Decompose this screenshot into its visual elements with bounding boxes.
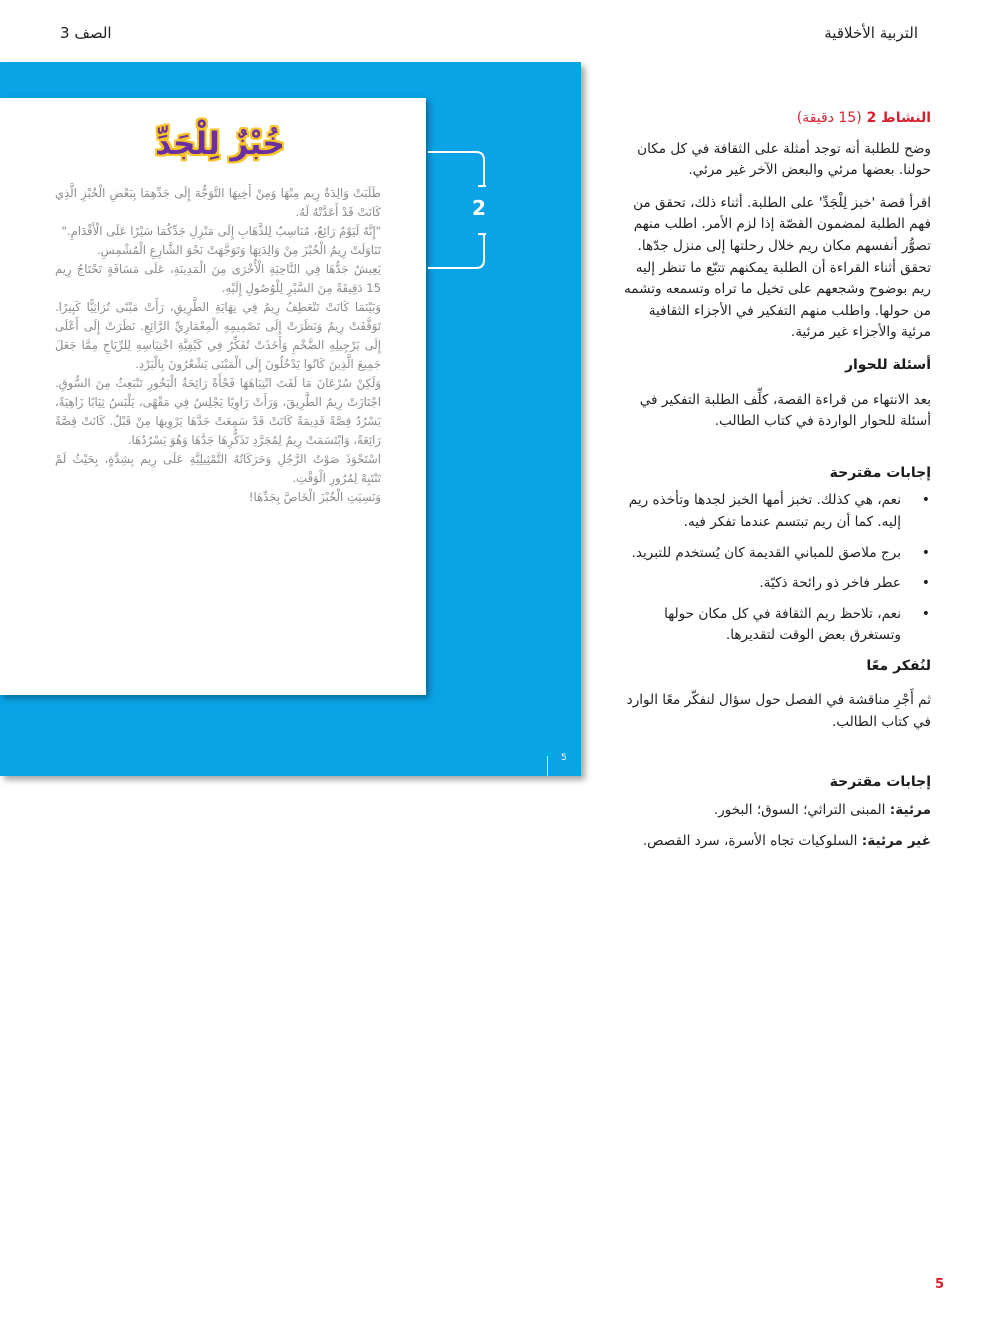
story-paragraph: وَبَيْنَمَا كَانَتْ تَنْعَطِفُ رِيمُ فِي نِهَايَةِ الطَّرِيقِ، رَأَتْ مَبْنًى تُرَاثِيًّا كَبِيرًا. تَوَقَّفَتْ رِيمُ وَنَظَرَتْ إِلَى تَصْمِيمِهِ الْمِعْمَارِيِّ الرَّائِعِ. نَظَرَتْ إِلَى أَعْلَى إِلَى بَرْجِيلِهِ الضَّخْمِ وَأَخَذَتْ تُفَكِّرُ فِي كَيْفِيَّةِ اخْتِبَاسِهِ لِلرِّيَاحِ مِمَّا جَعَلَ جَمِيعَ الَّذِينَ كَانُوا يَدْخُلُونَ إِلَى الْمَبْنَى يَشْعُرُونَ بِالْبَرْدِ. [55,300,381,371]
answers-heading: إجابات مقترحة [829,464,931,481]
visible-answer [619,800,931,822]
activity-time: (15 دقيقة) [796,110,862,126]
visible-label: مرئية: [889,802,931,819]
story-paragraph: "إِنَّهُ لَيَوْمٌ رَائِعٌ، مُنَاسِبٌ لِلذَّهَابِ إِلَى مَنْزِلِ جَدِّكُمَا سَيْرًا عَلَى الْأَقْدَامِ." [61,224,381,238]
teacher-notes [619,108,931,852]
story-paragraph: وَنَسِيَتِ الْخُبْزَ الْخَاصَّ بِجَدِّهَا! [248,490,381,504]
think-heading: لنُفكر معًا [866,657,931,674]
activity-title: النشاط 2 [866,110,931,126]
book-page-divider [547,756,548,776]
story-paragraph: اسْتَحْوَذَ صَوْتُ الرَّجُلِ وَحَرَكَاتُهُ التَّمْثِيلِيَّةِ عَلَى رِيم بِشِدَّةٍ، بِحَيْثُ لَمْ تَنْتَبِهْ لِمُرُورِ الْوَقْتِ. [55,452,381,485]
header-grade: الصف 3 [60,24,112,42]
story-title: خُبْزٌ لِلْجَدِّ [155,126,285,162]
intro-paragraph: وضح للطلبة أنه توجد أمثلة على الثقافة في كل مكان حولنا. بعضها مرئي والبعض الآخر غير مرئي. [637,140,931,179]
answers-heading-2: إجابات مقترحة [829,773,931,790]
story-body [55,184,381,507]
story-paragraph: وَلَكِنْ سُرْعَانَ مَا لَفَتَ انْتِبَاهَهَا فَجْأَةً رَائِحَةُ الْبَخُورِ تَنْبَعِثُ مِنَ السُّوقِ. اجْتَازَتْ رِيمُ الطَّرِيقَ، وَرَأَتْ رَاوِيًا يَجْلِسُ فِي مَقْهًى، يَلْبَسُ ثِيَابًا زَاهِيَةً، يَسْرُدُ قِصَّةً قَدِيمَةً كَانَتْ قَدْ سَمِعَتْ جَدَّهَا يَرْوِيهَا مِنْ قَبْلُ. كَانَتْ قِصَّةً رَائِعَةً، وَابْتَسَمَتْ رِيمُ لِمُجَرَّدِ تَذَكُّرِهَا جَدَّهَا وَهُوَ يَسْرُدُهَا. [55,376,381,447]
book-page-number: 5 [561,753,567,763]
dialogue-heading: أسئلة للحوار [844,356,931,373]
header-subject: التربية الأخلاقية [824,24,918,42]
think-text: ثم أَجْرِ مناقشة في الفصل حول سؤال لنفكّر معًا الوارد في كتاب الطالب. [626,692,931,731]
answers-list [619,490,931,647]
activity-heading [619,108,931,130]
dialogue-text: بعد الانتهاء من قراءة القصة، كلِّف الطلبة التفكير في أسئلة للحوار الواردة في كتاب الطالب. [639,391,931,430]
reading-instructions: اقرأ قصة 'خبز لِلْجَدِّ' على الطلبة. أثناء ذلك، تحقق من فهم الطلبة لمضمون القصّة إذا لزم الأمر. اطلب منهم تصوُّر أنفسهم مكان ريم خلال رحلتها إلى منزل جدّها. تحقق أثناء القراءة أن الطلبة يمكنهم تتبّع ما تنظر إليه ريم بوضوح وشجعهم على تخيل ما تراه وتسمعه وتشمه من حولها. واطلب منهم التفكير في الأجزاء الثقافية مرئية والأجزاء غير مرئية. [623,194,931,341]
invisible-label: غير مرئية: [861,832,931,849]
list-item: • نعم، تلاحظ ريم الثقافة في كل مكان حولها وتستغرق بعض الوقت لتقديرها. [619,604,901,647]
list-item: • عطر فاخر ذو رائحة ذكيّة. [619,573,901,595]
activity-number: 2 [472,196,486,220]
list-item: • برج ملاصق للمباني القديمة كان يُستخدم للتبريد. [619,543,901,565]
page-number: 5 [934,1277,944,1292]
invisible-answer [619,831,931,853]
story-paragraph: تَنَاوَلَتْ رِيمُ الْخُبْزَ مِنْ وَالِدَتِهَا وَتَوَجَّهَتْ نَحْوَ الشَّارِعِ الْمُشْمِسِ. [96,243,381,257]
invisible-text: السلوكيات تجاه الأسرة، سرد القصص. [642,832,858,849]
list-item: • نعم، هي كذلك. تخبز أمها الخبز لجدها وتأخذه ريم إليه. كما أن ريم تبتسم عندما تفكر فيه. [619,490,901,533]
story-paragraph: طَلَبَتْ وَالِدَةُ رِيم مِنْهَا وَمِنْ أَخِيهَا التَّوَجُّهَ إِلَى جَدِّهِمَا بِبَعْضِ الْخُبْزِ الَّذِي كَانَتْ قَدْ أَعَدَّتْهُ لَهُ. [55,186,381,219]
story-paragraph: يَعِيشُ جَدُّهَا فِي النَّاحِيَةِ الْأُخْرَى مِنَ الْمَدِينَةِ، عَلَى مَسَافَةٍ تَحْتَاجُ رِيم 15 دَقِيقَةً مِنَ السَّيْرِ لِلْوُصُولِ إِلَيْهِ. [55,262,381,295]
visible-text: المبنى التراثي؛ السوق؛ البخور. [713,802,886,819]
